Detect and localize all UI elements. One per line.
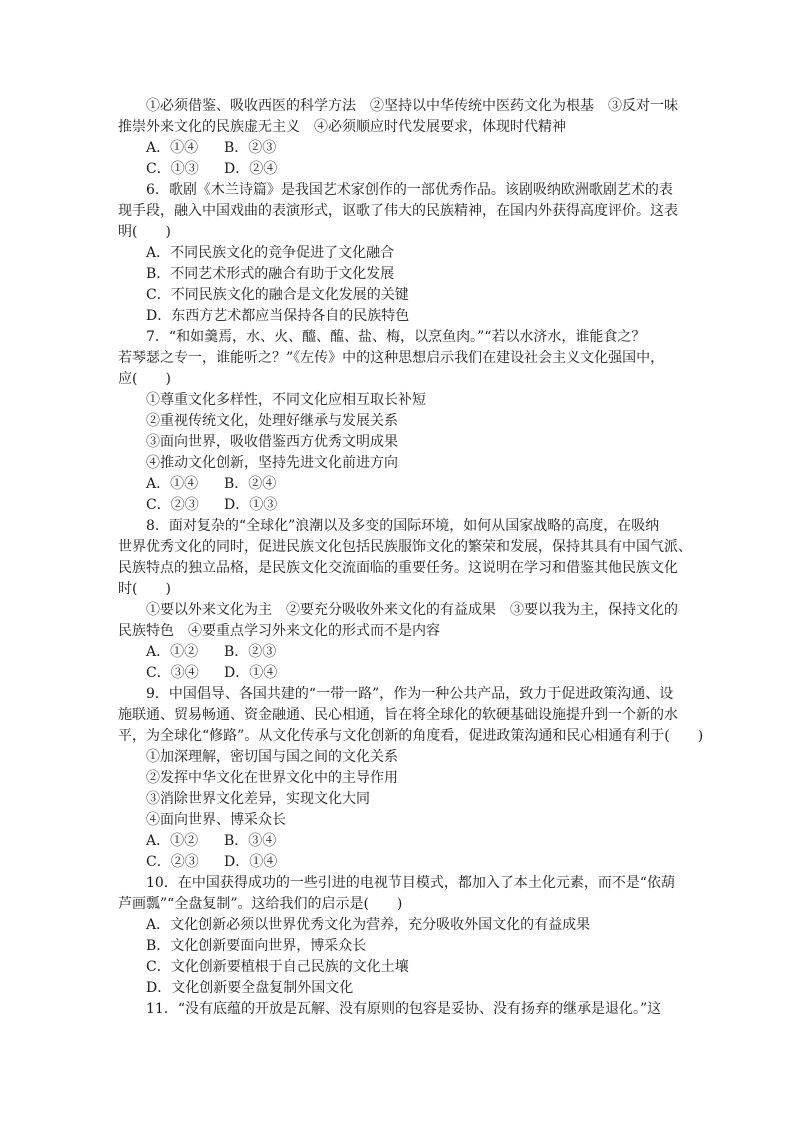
q9-item-4: ④面向世界、博采众长 xyxy=(146,812,286,828)
q10-stem-line-2: 芦画瓢”“全盘复制”。这给我们的启示是( ) xyxy=(118,896,403,912)
q5-option-d[interactable]: D．②④ xyxy=(224,161,278,177)
q9-options-row-1 xyxy=(118,831,678,852)
q9-option-d[interactable]: D．①④ xyxy=(224,854,278,870)
q7-option-d[interactable]: D．①③ xyxy=(224,497,278,513)
q9-stem-line-3: 平，为全球化“修路”。从文化传承与文化创新的角度看，促进政策沟通和民心相通有利于( ) xyxy=(118,728,704,744)
q5-options-row-2 xyxy=(118,159,678,180)
q7-option-b[interactable]: B．②④ xyxy=(224,476,277,492)
q9-option-b[interactable]: B．③④ xyxy=(224,833,277,849)
q8-option-d[interactable]: D．①④ xyxy=(224,665,278,681)
question-11 xyxy=(118,999,678,1020)
question-9 xyxy=(118,684,704,873)
q6-stem-line-2: 现手段，融入中国戏曲的表演形式，讴歌了伟大的民族精神，在国内外获得高度评价。这表 xyxy=(118,203,678,219)
q8-stem-line-1: 8．面对复杂的“全球化”浪潮以及多变的国际环境，如何从国家战略的高度，在吸纳 xyxy=(146,518,660,534)
question-10 xyxy=(118,873,678,999)
q8-option-c[interactable]: C．③④ xyxy=(146,665,199,681)
q7-item-3: ③面向世界，吸收借鉴西方优秀文明成果 xyxy=(146,434,398,450)
q7-options-row-2 xyxy=(118,495,678,516)
q10-choice-d[interactable]: D．文化创新要全盘复制外国文化 xyxy=(146,980,354,996)
q8-items-line-2: 民族特色 ④要重点学习外来文化的形式而不是内容 xyxy=(118,623,440,639)
q9-item-1: ①加深理解，密切国与国之间的文化关系 xyxy=(146,749,398,765)
q10-choice-b[interactable]: B．文化创新要面向世界，博采众长 xyxy=(146,938,367,954)
q9-item-3: ③消除世界文化差异，实现文化大同 xyxy=(146,791,370,807)
q7-stem-line-1: 7．“和如羹焉，水、火、醯、醢、盐、梅，以烹鱼肉。”“若以水济水，谁能食之？ xyxy=(146,329,646,345)
q6-stem-line-1: 6．歌剧《木兰诗篇》是我国艺术家创作的一部优秀作品。该剧吸纳欧洲歌剧艺术的表 xyxy=(146,182,673,198)
q9-item-2: ②发挥中华文化在世界文化中的主导作用 xyxy=(146,770,398,786)
q8-options-row-1 xyxy=(118,642,678,663)
q9-option-a[interactable]: A．①② xyxy=(146,833,199,849)
q6-choice-a[interactable]: A．不同民族文化的竞争促进了文化融合 xyxy=(146,245,395,261)
q5-option-a[interactable]: A．①④ xyxy=(146,140,199,156)
q8-stem-line-3: 民族特点的独立品格，是民族文化交流面临的重要任务。这说明在学习和借鉴其他民族文化 xyxy=(118,560,678,576)
q7-options-row-1 xyxy=(118,474,678,495)
q7-option-c[interactable]: C．②③ xyxy=(146,497,199,513)
question-7 xyxy=(118,327,678,516)
q8-option-b[interactable]: B．②③ xyxy=(224,644,277,660)
q7-option-a[interactable]: A．①④ xyxy=(146,476,199,492)
q6-stem-line-3: 明( ) xyxy=(118,224,171,240)
q9-stem-line-1: 9．中国倡导、各国共建的“一带一路”，作为一种公共产品，致力于促进政策沟通、设 xyxy=(146,686,674,702)
q10-choice-a[interactable]: A．文化创新必须以世界优秀文化为营养，充分吸收外国文化的有益成果 xyxy=(146,917,591,933)
q9-option-c[interactable]: C．②③ xyxy=(146,854,199,870)
q8-stem-line-2: 世界优秀文化的同时，促进民族文化包括民族服饰文化的繁荣和发展，保持其具有中国气派、 xyxy=(118,539,692,555)
q5-items-line-2: 推崇外来文化的民族虚无主义 ④必须顺应时代发展要求，体现时代精神 xyxy=(118,119,566,135)
q8-options-row-2 xyxy=(118,663,678,684)
q7-item-4: ④推动文化创新，坚持先进文化前进方向 xyxy=(146,455,398,471)
question-list xyxy=(118,96,704,1020)
question-8 xyxy=(118,516,692,684)
q11-stem-line-1: 11．“没有底蕴的开放是瓦解、没有原则的包容是妥协、没有扬弃的继承是退化。”这 xyxy=(146,1001,662,1017)
q7-item-2: ②重视传统文化，处理好继承与发展关系 xyxy=(146,413,398,429)
q7-stem-line-2: 若琴瑟之专一，谁能听之？”《左传》中的这种思想启示我们在建设社会主义文化强国中， xyxy=(118,350,665,366)
q8-stem-line-4: 时( ) xyxy=(118,581,171,597)
q6-choice-c[interactable]: C．不同民族文化的融合是文化发展的关键 xyxy=(146,287,409,303)
q5-option-b[interactable]: B．②③ xyxy=(224,140,277,156)
q5-options-row-1 xyxy=(118,138,678,159)
q8-items-line-1: ①要以外来文化为主 ②要充分吸收外来文化的有益成果 ③要以我为主，保持文化的 xyxy=(146,602,678,618)
q7-stem-line-3: 应( ) xyxy=(118,371,171,387)
q9-stem-line-2: 施联通、贸易畅通、资金融通、民心相通，旨在将全球化的软硬基础设施提升到一个新的水 xyxy=(118,707,678,723)
q10-stem-line-1: 10．在中国获得成功的一些引进的电视节目模式，都加入了本土化元素，而不是“依葫 xyxy=(146,875,675,891)
q10-choice-c[interactable]: C．文化创新要植根于自己民族的文化土壤 xyxy=(146,959,409,975)
q5-option-c[interactable]: C．①③ xyxy=(146,161,199,177)
question-6 xyxy=(118,180,678,327)
question-5-tail xyxy=(118,96,678,180)
q6-choice-d[interactable]: D．东西方艺术都应当保持各自的民族特色 xyxy=(146,308,410,324)
q8-option-a[interactable]: A．①② xyxy=(146,644,199,660)
q6-choice-b[interactable]: B．不同艺术形式的融合有助于文化发展 xyxy=(146,266,395,282)
q5-items-line-1: ①必须借鉴、吸收西医的科学方法 ②坚持以中华传统中医药文化为根基 ③反对一味 xyxy=(146,98,678,114)
q7-item-1: ①尊重文化多样性，不同文化应相互取长补短 xyxy=(146,392,426,408)
q9-options-row-2 xyxy=(118,852,678,873)
